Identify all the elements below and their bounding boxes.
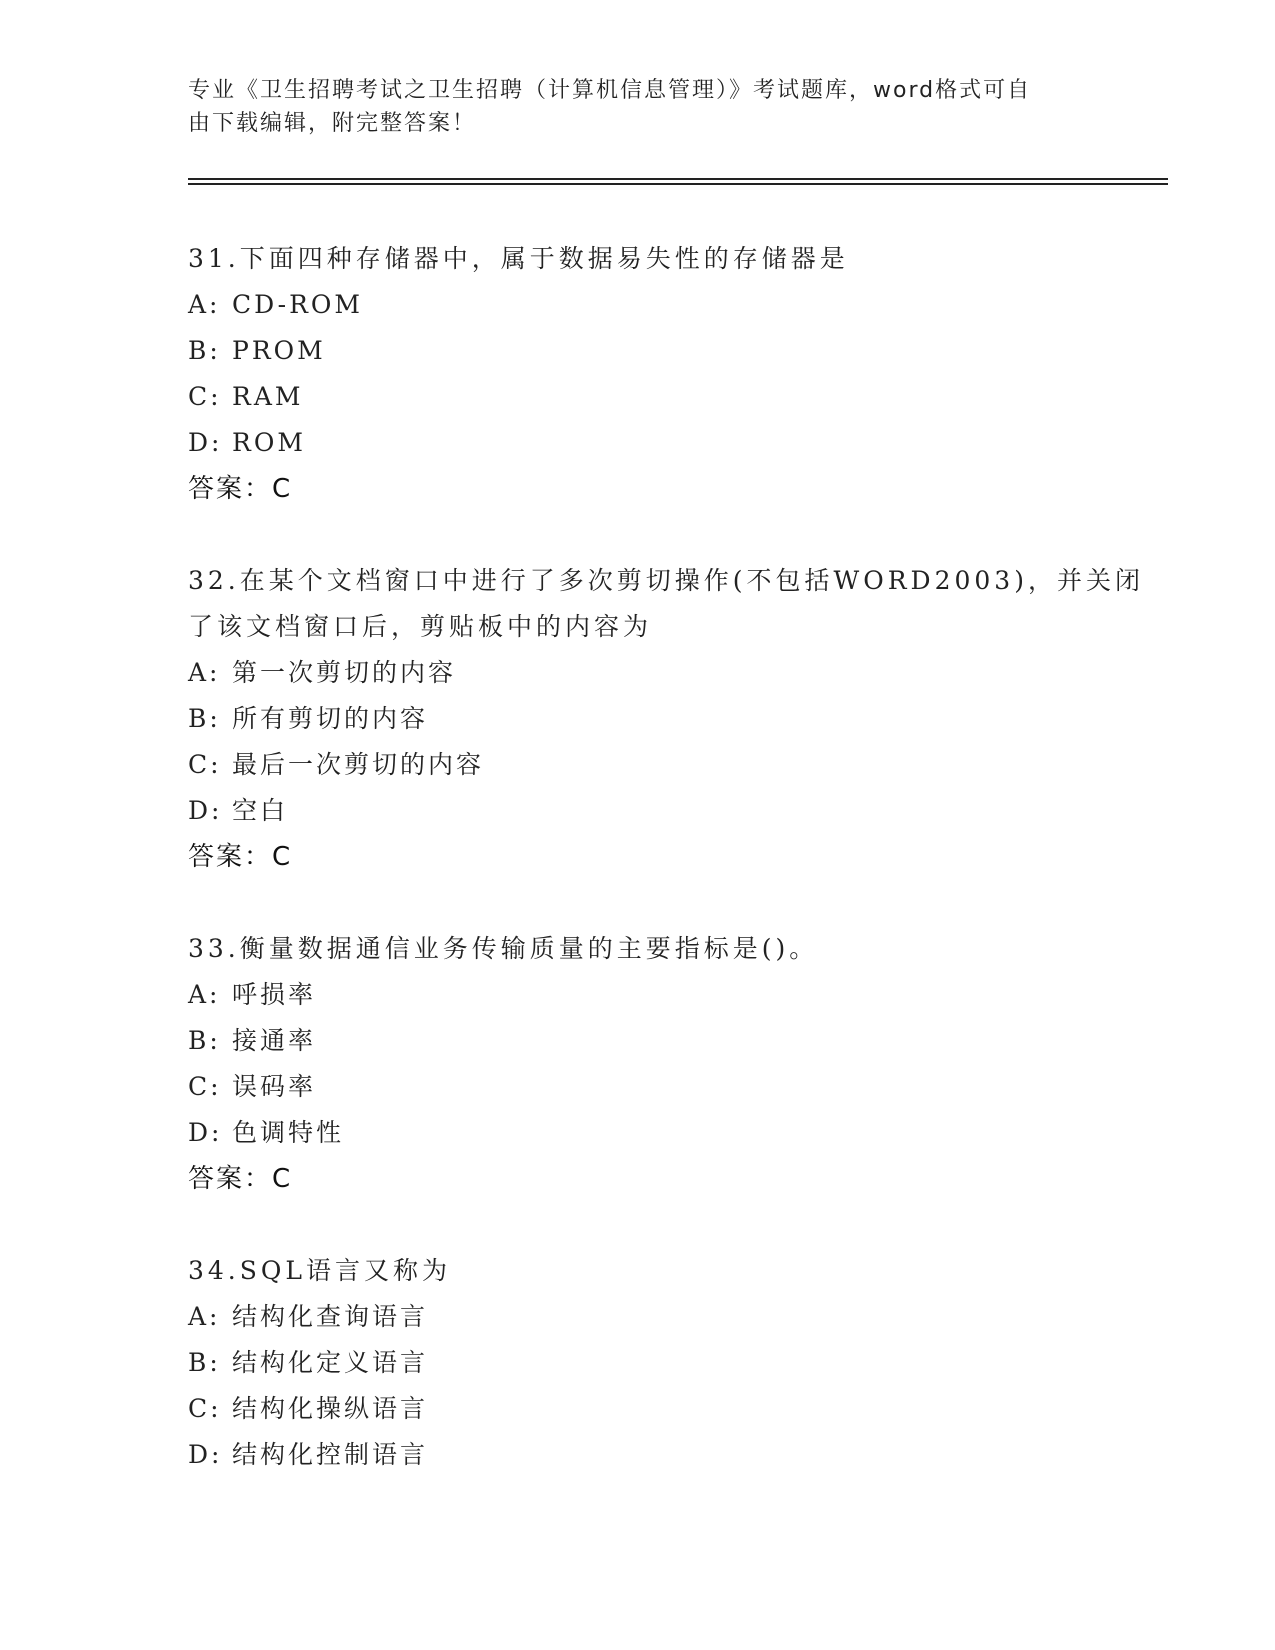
question-stem: 34.SQL语言又称为 [188, 1256, 451, 1285]
option-a [188, 972, 1148, 1018]
option-d [188, 1432, 1148, 1478]
option-a [188, 650, 1148, 696]
option-text: CD-ROM [232, 290, 364, 319]
option-b [188, 328, 1148, 374]
option-text: 结构化操纵语言 [232, 1394, 429, 1423]
option-letter: D: [188, 796, 223, 825]
option-b [188, 1018, 1148, 1064]
option-c [188, 1064, 1148, 1110]
option-letter: A: [188, 1302, 221, 1331]
option-text: 第一次剪切的内容 [232, 658, 457, 687]
question-31 [188, 236, 1148, 512]
question-list [188, 236, 1148, 1524]
header-divider-top [188, 178, 1168, 180]
option-letter: B: [188, 336, 221, 365]
question-34 [188, 1248, 1148, 1478]
document-header [188, 74, 1088, 140]
answer-value: C [272, 842, 293, 872]
option-text: 所有剪切的内容 [232, 704, 429, 733]
option-letter: D: [188, 428, 223, 457]
option-text: 呼损率 [232, 980, 317, 1009]
answer-label: 答案： [188, 474, 273, 504]
option-d [188, 1110, 1148, 1156]
option-b [188, 696, 1148, 742]
option-text: PROM [232, 336, 326, 365]
option-letter: A: [188, 290, 221, 319]
option-text: ROM [232, 428, 306, 457]
answer-value: C [272, 1164, 293, 1194]
option-d [188, 788, 1148, 834]
option-text: 最后一次剪切的内容 [232, 750, 485, 779]
option-text: 色调特性 [232, 1118, 345, 1147]
option-text: 结构化定义语言 [232, 1348, 429, 1377]
option-letter: B: [188, 704, 221, 733]
question-stem: 33.衡量数据通信业务传输质量的主要指标是()。 [188, 934, 819, 963]
answer-line [188, 1156, 1148, 1202]
option-c [188, 374, 1148, 420]
answer-label: 答案： [188, 1164, 273, 1194]
question-33 [188, 926, 1148, 1202]
option-letter: C: [188, 1072, 222, 1101]
option-a [188, 1294, 1148, 1340]
answer-value: C [272, 474, 293, 504]
option-letter: B: [188, 1026, 221, 1055]
option-letter: A: [188, 658, 221, 687]
option-letter: C: [188, 750, 222, 779]
option-b [188, 1340, 1148, 1386]
option-text: 空白 [232, 796, 289, 825]
question-stem: 32.在某个文档窗口中进行了多次剪切操作(不包括WORD2003)，并关闭了该文档窗口后，剪贴板中的内容为 [188, 566, 1144, 641]
option-letter: B: [188, 1348, 221, 1377]
option-letter: C: [188, 382, 222, 411]
option-c [188, 742, 1148, 788]
header-line-2: 由下载编辑，附完整答案！ [188, 111, 477, 136]
option-text: 结构化控制语言 [232, 1440, 429, 1469]
option-text: 结构化查询语言 [232, 1302, 429, 1331]
option-a [188, 282, 1148, 328]
question-stem: 31.下面四种存储器中，属于数据易失性的存储器是 [188, 244, 849, 273]
header-line-1: 专业《卫生招聘考试之卫生招聘（计算机信息管理）》考试题库，word格式可自 [188, 78, 1032, 103]
option-letter: C: [188, 1394, 222, 1423]
header-divider-bottom [188, 183, 1168, 185]
option-letter: D: [188, 1440, 223, 1469]
option-text: 误码率 [232, 1072, 317, 1101]
answer-line [188, 466, 1148, 512]
option-text: 接通率 [232, 1026, 317, 1055]
option-d [188, 420, 1148, 466]
option-text: RAM [232, 382, 304, 411]
option-letter: D: [188, 1118, 223, 1147]
answer-line [188, 834, 1148, 880]
option-c [188, 1386, 1148, 1432]
answer-label: 答案： [188, 842, 273, 872]
question-32 [188, 558, 1148, 880]
option-letter: A: [188, 980, 221, 1009]
